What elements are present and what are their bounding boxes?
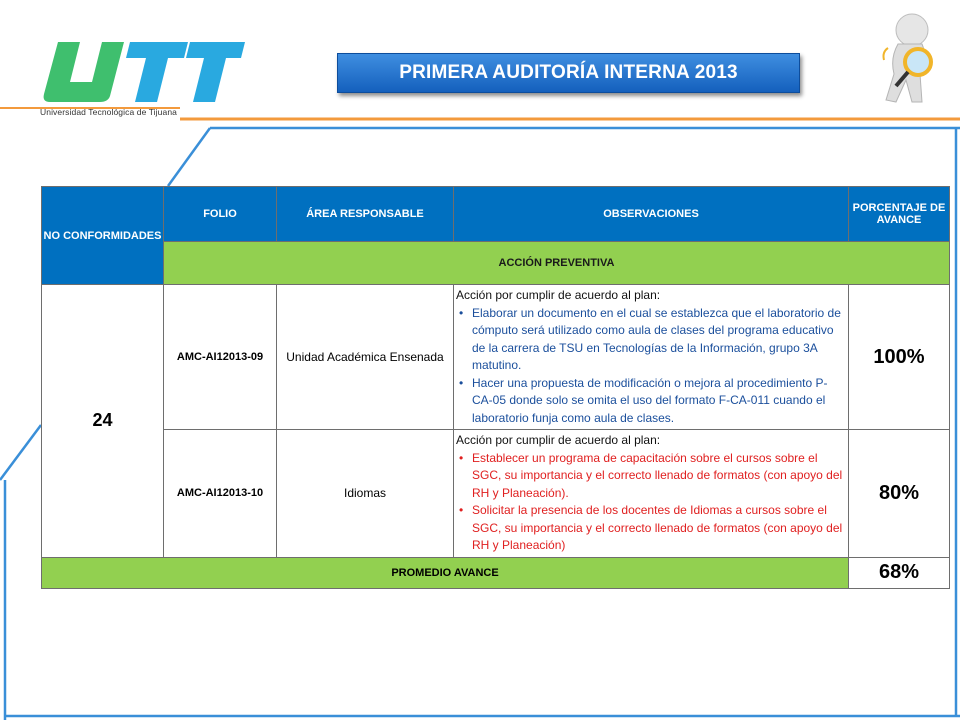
average-row (42, 557, 950, 588)
observaciones-cell (454, 285, 849, 430)
nc-count: 24 (42, 285, 164, 558)
observation-item: • Solicitar la presencia de los docentes de Idiomas a cursos sobre el SGC, su importancia y el correcto llenado de formatos (con apoyo del RH y Planeación) (472, 502, 846, 555)
header-porcentaje-avance: PORCENTAJE DE AVANCE (849, 187, 950, 242)
observation-item: • Elaborar un documento en el cual se establezca que el laboratorio de cómputo será utilizado como aula de clases del programa educativo de la carrera de TSU en Tecnologías de la Información, grupo 3A matutino. (472, 305, 846, 375)
area-cell: Unidad Académica Ensenada (277, 285, 454, 430)
observation-lead: Acción por cumplir de acuerdo al plan: (456, 288, 661, 302)
page-title: PRIMERA AUDITORÍA INTERNA 2013 (337, 53, 800, 93)
utt-logo-mark (40, 38, 245, 104)
table-row (42, 285, 950, 430)
logo-subtitle: Universidad Tecnológica de Tijuana (40, 107, 177, 117)
audit-table (41, 186, 950, 589)
folio-cell: AMC-AI12013-10 (164, 430, 277, 558)
folio-cell: AMC-AI12013-09 (164, 285, 277, 430)
observation-list (456, 450, 846, 555)
magnifier-figure-icon (868, 8, 952, 108)
promedio-avance-label: PROMEDIO AVANCE (42, 557, 849, 588)
table-row (42, 430, 950, 558)
section-accion-preventiva: ACCIÓN PREVENTIVA (164, 242, 950, 285)
observaciones-cell (454, 430, 849, 558)
avance-cell: 80% (849, 430, 950, 558)
avance-cell: 100% (849, 285, 950, 430)
observation-list (456, 305, 846, 428)
header-observaciones: OBSERVACIONES (454, 187, 849, 242)
observation-lead: Acción por cumplir de acuerdo al plan: (456, 433, 661, 447)
header-folio: FOLIO (164, 187, 277, 242)
observation-item: • Establecer un programa de capacitación sobre el cursos sobre el SGC, su importancia y el correcto llenado de formatos (con apoyo del RH y Planeación). (472, 450, 846, 503)
area-cell: Idiomas (277, 430, 454, 558)
header-no-conformidades: NO CONFORMIDADES (42, 187, 164, 285)
promedio-avance-value: 68% (849, 557, 950, 588)
observation-item: • Hacer una propuesta de modificación o mejora al procedimiento P-CA-05 donde solo se omita el uso del formato F-CA-011 cuando el laboratorio funja como aula de clases. (472, 375, 846, 428)
header-area-responsable: ÁREA RESPONSABLE (277, 187, 454, 242)
